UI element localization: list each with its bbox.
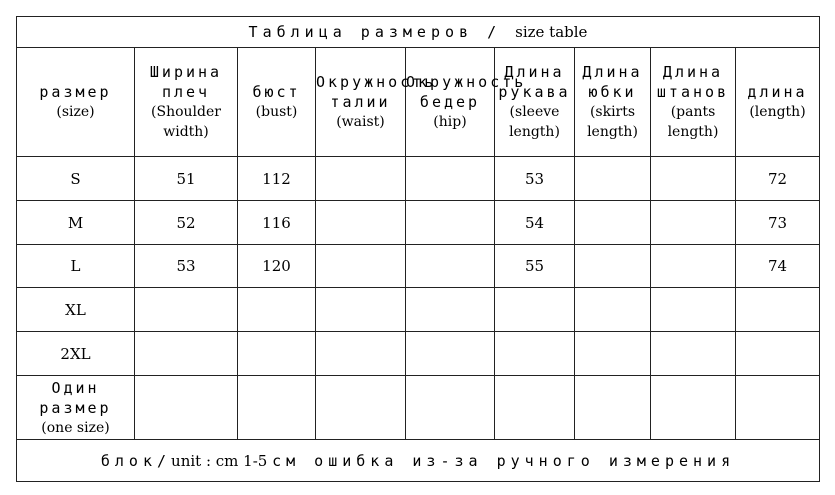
- hip-value: [406, 288, 495, 332]
- skirt-value: [575, 201, 651, 245]
- header-bust-en: (bust): [255, 104, 298, 120]
- one-size-ru: Один размер: [39, 378, 112, 417]
- table-row: [17, 245, 820, 288]
- table-row: [17, 288, 820, 332]
- one-size-sleeve: [495, 376, 575, 440]
- header-size-ru: размер: [39, 83, 112, 101]
- header-skirt-en: (skirts length): [587, 104, 638, 140]
- header-cell-skirt: [575, 48, 651, 157]
- one-size-row: [17, 376, 820, 440]
- size-label: XL: [17, 288, 135, 332]
- one-size-bust: [238, 376, 316, 440]
- bust-value: 120: [238, 245, 316, 288]
- header-length-ru: длина: [747, 83, 808, 101]
- sleeve-value: 54: [495, 201, 575, 245]
- waist-value: [316, 288, 406, 332]
- shoulder-value: 51: [135, 157, 238, 201]
- one-size-waist: [316, 376, 406, 440]
- one-size-hip: [406, 376, 495, 440]
- waist-value: [316, 201, 406, 245]
- pants-value: [651, 245, 736, 288]
- one-size-en: (one size): [41, 419, 110, 436]
- table-title-ru: Таблица размеров /: [248, 23, 516, 41]
- header-hip-ru: Окружность бедер: [406, 73, 527, 111]
- table-row: [17, 201, 820, 245]
- header-waist-ru: Окружность талии: [316, 73, 437, 111]
- sleeve-value: 55: [495, 245, 575, 288]
- header-row: [17, 48, 820, 157]
- length-value: 74: [736, 245, 820, 288]
- pants-value: [651, 288, 736, 332]
- header-cell-shoulder: [135, 48, 238, 157]
- header-waist-en: (waist): [336, 114, 385, 130]
- length-value: [736, 332, 820, 376]
- length-value: 72: [736, 157, 820, 201]
- one-size-skirt: [575, 376, 651, 440]
- length-value: [736, 288, 820, 332]
- length-value: 73: [736, 201, 820, 245]
- hip-value: [406, 332, 495, 376]
- skirt-value: [575, 288, 651, 332]
- header-cell-length: [736, 48, 820, 157]
- sleeve-value: 53: [495, 157, 575, 201]
- waist-value: [316, 157, 406, 201]
- footer-ru-1: блок/: [100, 451, 172, 470]
- header-pants-en: (pants length): [667, 104, 719, 140]
- skirt-value: [575, 157, 651, 201]
- one-size-pants: [651, 376, 736, 440]
- header-shoulder-en: (Shoulder width): [151, 104, 221, 140]
- footer-note: [17, 440, 820, 482]
- header-cell-size: [17, 48, 135, 157]
- header-bust-ru: бюст: [252, 83, 301, 101]
- bust-value: 112: [238, 157, 316, 201]
- header-cell-sleeve: [495, 48, 575, 157]
- one-size-shoulder: [135, 376, 238, 440]
- hip-value: [406, 157, 495, 201]
- header-cell-waist: [316, 48, 437, 157]
- header-length-en: (length): [749, 104, 806, 120]
- waist-value: [316, 245, 406, 288]
- header-cell-bust: [238, 48, 316, 157]
- skirt-value: [575, 332, 651, 376]
- header-pants-ru: Длина штанов: [656, 63, 730, 101]
- one-size-label: [17, 376, 135, 440]
- size-label: L: [17, 245, 135, 288]
- bust-value: 116: [238, 201, 316, 245]
- header-sleeve-ru: Длина рукава: [498, 63, 571, 101]
- sleeve-value: [495, 288, 575, 332]
- size-table: [16, 16, 820, 482]
- table-title-en: size table: [515, 23, 588, 41]
- header-cell-pants: [651, 48, 736, 157]
- table-row: [17, 332, 820, 376]
- size-label: M: [17, 201, 135, 245]
- waist-value: [316, 332, 406, 376]
- pants-value: [651, 157, 736, 201]
- footer-ru-2: см ошибка из-за ручного измерения: [272, 451, 736, 470]
- header-shoulder-ru: Ширина плеч: [149, 63, 223, 101]
- header-skirt-ru: Длина юбки: [582, 63, 643, 101]
- hip-value: [406, 201, 495, 245]
- header-size-en: (size): [56, 104, 95, 120]
- header-cell-hip: [406, 48, 527, 157]
- table-title: [17, 17, 820, 48]
- sleeve-value: [495, 332, 575, 376]
- size-label: 2XL: [17, 332, 135, 376]
- shoulder-value: [135, 332, 238, 376]
- shoulder-value: [135, 288, 238, 332]
- bust-value: [238, 332, 316, 376]
- bust-value: [238, 288, 316, 332]
- pants-value: [651, 201, 736, 245]
- table-row: [17, 157, 820, 201]
- shoulder-value: 52: [135, 201, 238, 245]
- header-hip-en: (hip): [433, 114, 467, 130]
- footer-en-1: unit : cm 1-5: [171, 451, 273, 470]
- pants-value: [651, 332, 736, 376]
- size-label: S: [17, 157, 135, 201]
- skirt-value: [575, 245, 651, 288]
- hip-value: [406, 245, 495, 288]
- one-size-length: [736, 376, 820, 440]
- header-sleeve-en: (sleeve length): [509, 104, 560, 140]
- footer-row: [17, 440, 820, 482]
- shoulder-value: 53: [135, 245, 238, 288]
- title-row: [17, 17, 820, 48]
